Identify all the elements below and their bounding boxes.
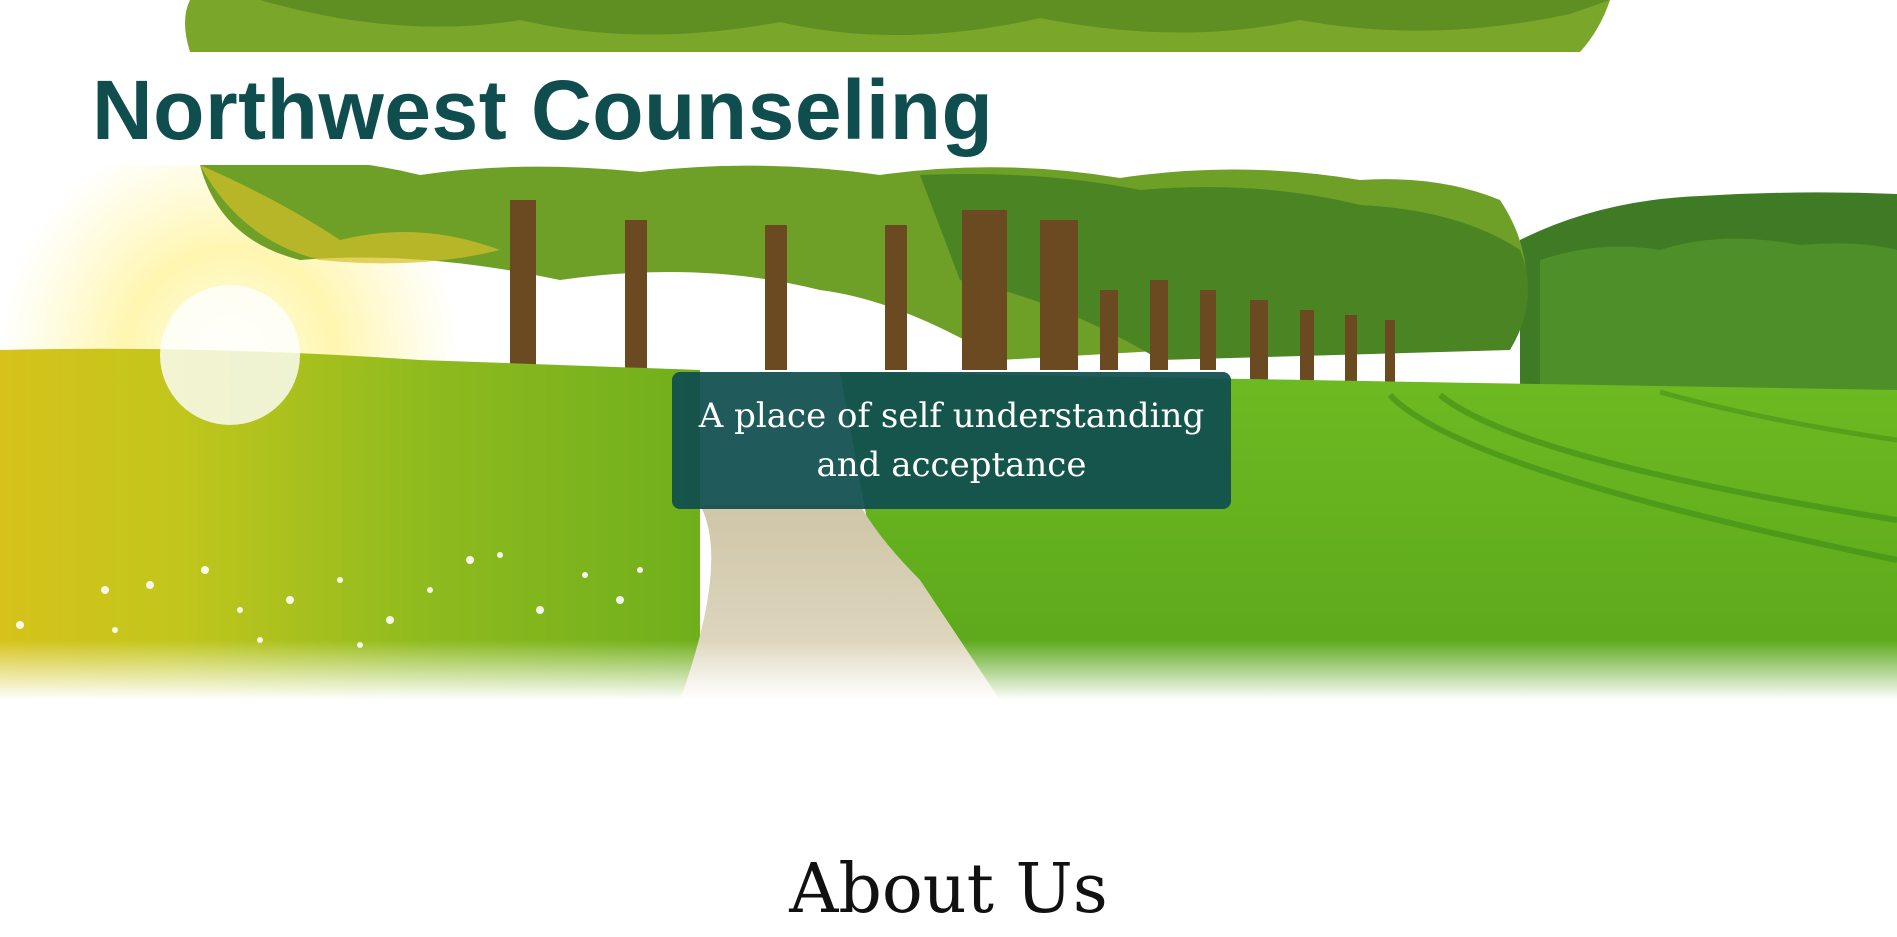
about-heading: About Us <box>789 850 1108 929</box>
site-header <box>0 53 1610 165</box>
tagline-text: A place of self understanding and acceptance <box>698 395 1205 485</box>
site-title[interactable]: Northwest Counseling <box>92 63 994 157</box>
tagline-box <box>672 372 1231 509</box>
